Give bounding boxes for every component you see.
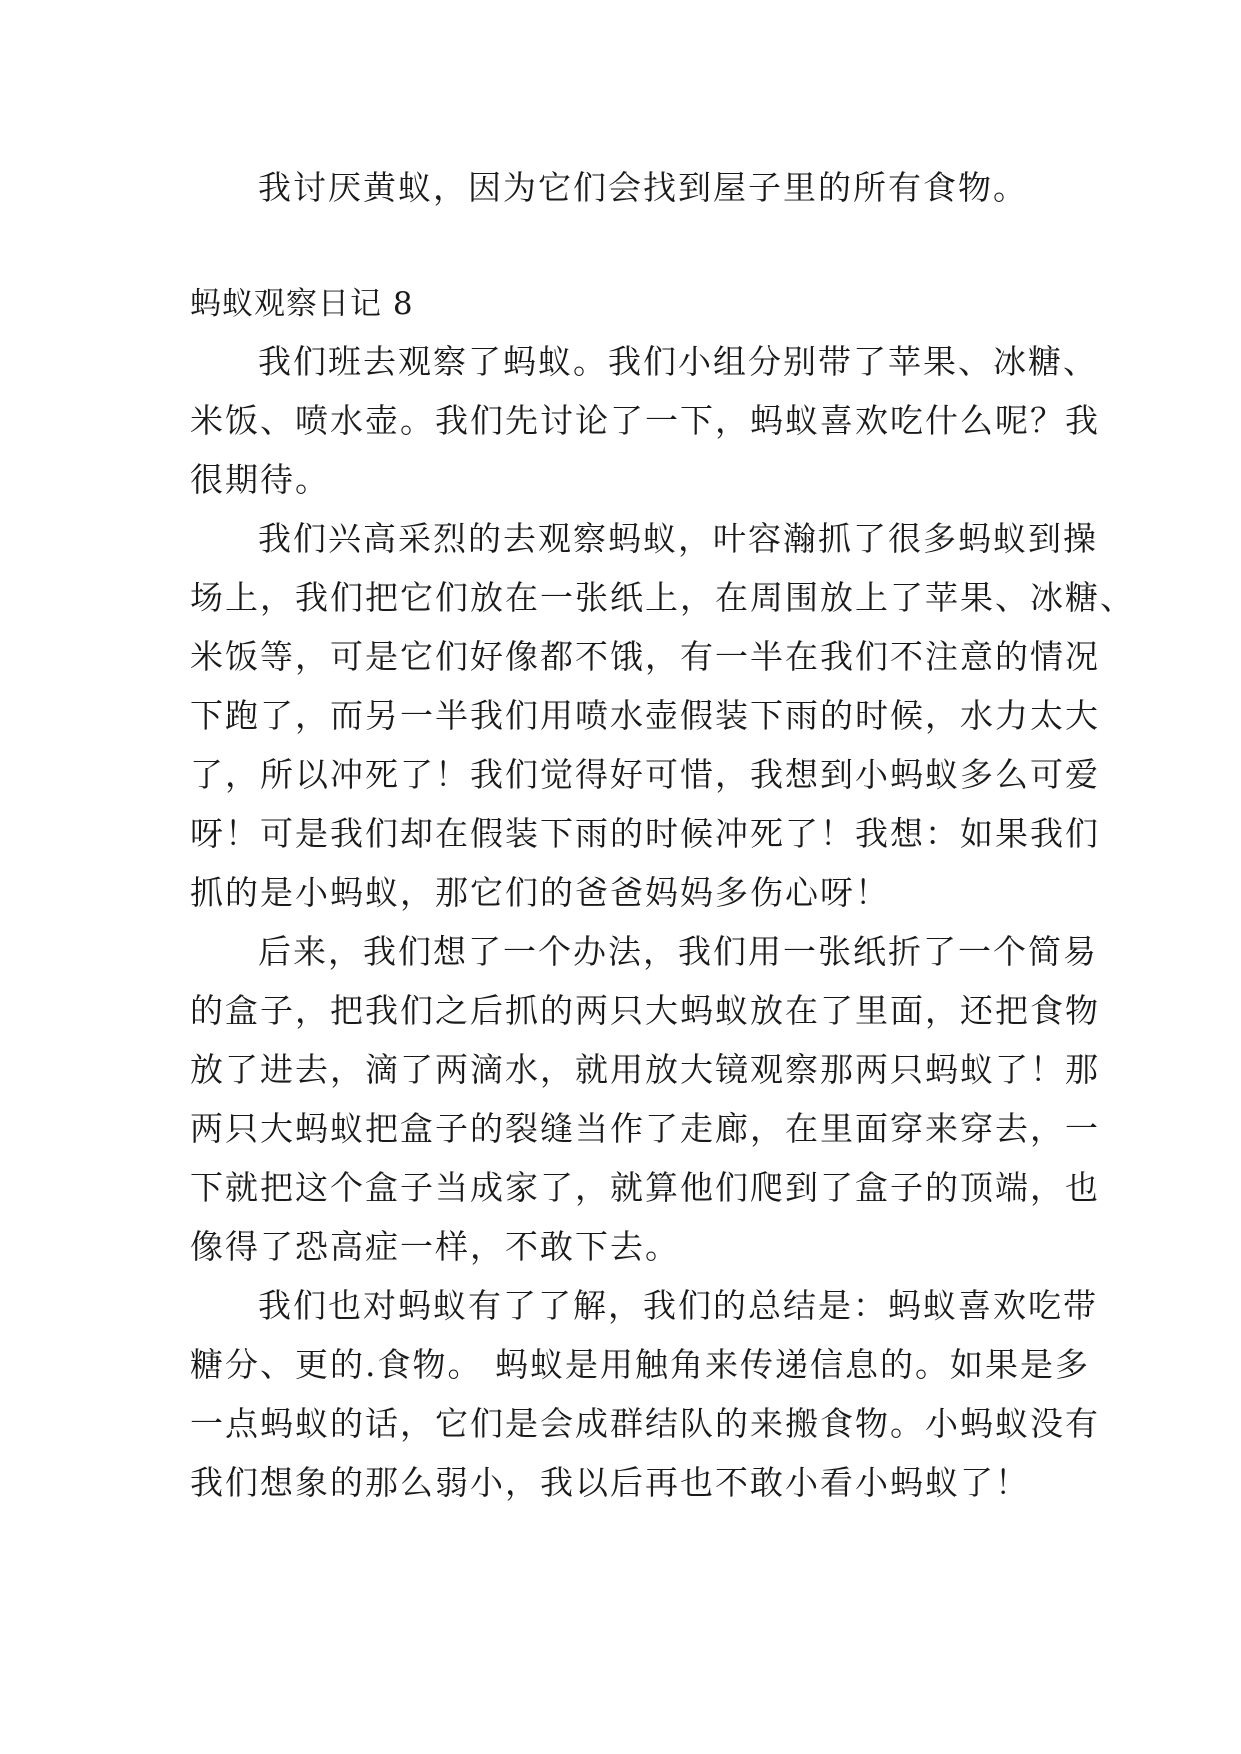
- section-heading: 蚂蚁观察日记 8: [190, 286, 414, 322]
- paragraph-line: 后来，我们想了一个办法，我们用一张纸折了一个简易: [258, 932, 1098, 971]
- paragraph-line: 场上，我们把它们放在一张纸上，在周围放上了苹果、冰糖、: [190, 578, 1135, 617]
- paragraph-line: 我讨厌黄蚁，因为它们会找到屋子里的所有食物。: [258, 168, 1028, 207]
- paragraph-line: 我们班去观察了蚂蚁。我们小组分别带了苹果、冰糖、: [258, 342, 1098, 381]
- paragraph-line: 的盒子，把我们之后抓的两只大蚂蚁放在了里面，还把食物: [190, 991, 1100, 1030]
- paragraph-line: 我们兴高采烈的去观察蚂蚁，叶容瀚抓了很多蚂蚁到操: [258, 519, 1098, 558]
- paragraph-line: 两只大蚂蚁把盒子的裂缝当作了走廊，在里面穿来穿去，一: [190, 1109, 1100, 1148]
- paragraph-line: 放了进去，滴了两滴水，就用放大镜观察那两只蚂蚁了！那: [190, 1050, 1100, 1089]
- paragraph-line: 米饭、喷水壶。我们先讨论了一下，蚂蚁喜欢吃什么呢？我: [190, 401, 1100, 440]
- paragraph-line: 很期待。: [190, 460, 330, 499]
- paragraph-line: 糖分、更的.食物。 蚂蚁是用触角来传递信息的。如果是多: [190, 1345, 1090, 1384]
- paragraph-line: 我们想象的那么弱小，我以后再也不敢小看小蚂蚁了！: [190, 1463, 1030, 1502]
- paragraph-line: 米饭等，可是它们好像都不饿，有一半在我们不注意的情况: [190, 637, 1100, 676]
- paragraph-line: 像得了恐高症一样，不敢下去。: [190, 1227, 680, 1266]
- paragraph-line: 下跑了，而另一半我们用喷水壶假装下雨的时候，水力太大: [190, 696, 1100, 735]
- paragraph-line: 抓的是小蚂蚁，那它们的爸爸妈妈多伤心呀！: [190, 873, 890, 912]
- paragraph-line: 一点蚂蚁的话，它们是会成群结队的来搬食物。小蚂蚁没有: [190, 1404, 1100, 1443]
- paragraph-line: 了，所以冲死了！我们觉得好可惜，我想到小蚂蚁多么可爱: [190, 755, 1100, 794]
- paragraph-line: 我们也对蚂蚁有了了解，我们的总结是：蚂蚁喜欢吃带: [258, 1286, 1098, 1325]
- paragraph-line: 下就把这个盒子当成家了，就算他们爬到了盒子的顶端，也: [190, 1168, 1100, 1207]
- paragraph-line: 呀！可是我们却在假装下雨的时候冲死了！我想：如果我们: [190, 814, 1100, 853]
